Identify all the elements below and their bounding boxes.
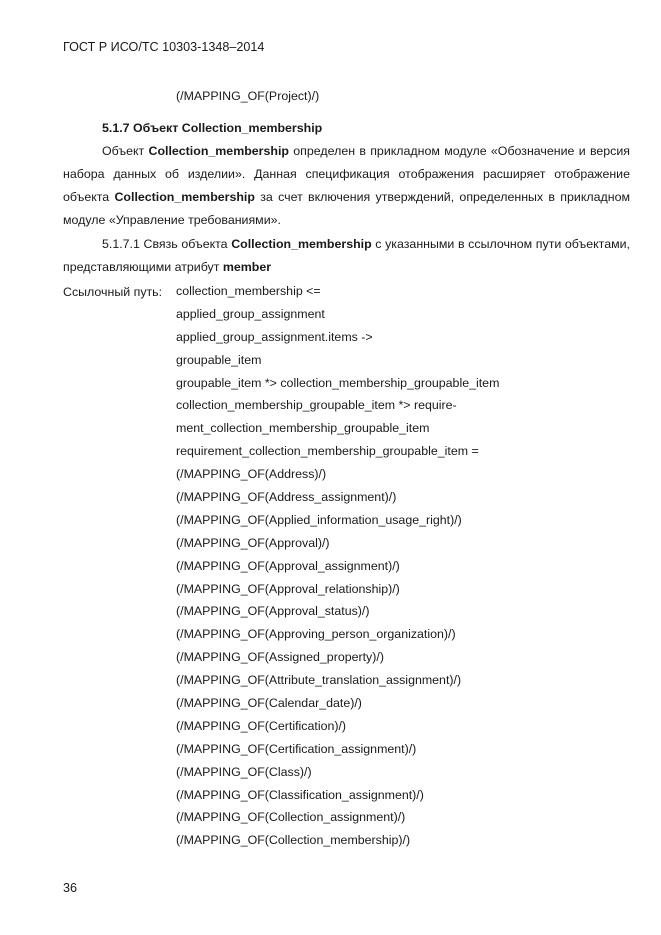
reference-path-line: (/MAPPING_OF(Approval_status)/) [176,604,370,619]
reference-path-line: (/MAPPING_OF(Collection_assignment)/) [176,810,406,825]
reference-path-label: Ссылочный путь: [63,285,163,299]
reference-path-line: (/MAPPING_OF(Approval_relationship)/) [176,581,400,596]
page-number: 36 [63,881,78,895]
para1-bold-2: Collection_membership [114,190,255,204]
reference-path-list [176,280,499,852]
reference-path-line: groupable_item [176,352,262,367]
reference-path-line: (/MAPPING_OF(Classification_assignment)/) [176,787,424,802]
reference-path-line: groupable_item *> collection_membership_groupable_item [176,375,500,390]
reference-path-line: (/MAPPING_OF(Assigned_property)/) [176,650,384,665]
reference-path-line: (/MAPPING_OF(Applied_information_usage_right)/) [176,512,462,527]
reference-path-line: (/MAPPING_OF(Calendar_date)/) [176,696,362,711]
para1-text-1: Объект [102,144,149,158]
mapping-line-project: (/MAPPING_OF(Project)/) [176,89,320,103]
reference-path-line: (/MAPPING_OF(Address_assignment)/) [176,490,397,505]
reference-path-line: (/MAPPING_OF(Certification_assignment)/) [176,741,417,756]
reference-path-line: (/MAPPING_OF(Address)/) [176,467,327,482]
reference-path-line: (/MAPPING_OF(Class)/) [176,764,312,779]
para1-text-3: за счет включения утверждений, определенных в прикладном модуле «Управление требованиями». [63,190,630,227]
reference-path-line: ment_collection_membership_groupable_item [176,421,430,436]
para1-text-2: определен в прикладном модуле «Обозначение и версия набора данных об изделии». Данная спецификация отображения расширяет отображение объекта [63,144,630,204]
para2-text-2: с указанными в ссылочном пути объектами, представляющими атрибут [63,237,630,274]
section-paragraph-2 [63,233,630,279]
reference-path-line: applied_group_assignment.items -> [176,329,373,344]
para1-bold-1: Collection_membership [148,144,289,158]
reference-path-line: applied_group_assignment [176,306,325,321]
reference-path-line: (/MAPPING_OF(Attribute_translation_assignment)/) [176,673,462,688]
section-paragraph-1 [63,140,630,232]
reference-path-line: (/MAPPING_OF(Certification)/) [176,718,347,733]
reference-path-line: (/MAPPING_OF(Approval_assignment)/) [176,558,400,573]
reference-path-line: (/MAPPING_OF(Approving_person_organization)/) [176,627,456,642]
para2-text-1: 5.1.7.1 Связь объекта [102,237,232,251]
reference-path-line: collection_membership_groupable_item *> require- [176,398,457,413]
para2-bold-1: Collection_membership [231,237,372,251]
reference-path-line: collection_membership <= [176,284,321,298]
document-header: ГОСТ Р ИСО/ТС 10303-1348–2014 [63,40,265,54]
reference-path-line: (/MAPPING_OF(Approval)/) [176,535,330,550]
section-heading: 5.1.7 Объект Collection_membership [102,121,323,135]
para2-bold-2: member [222,260,272,274]
reference-path-line: (/MAPPING_OF(Collection_membership)/) [176,833,411,848]
reference-path-line: requirement_collection_membership_groupable_item = [176,444,479,459]
